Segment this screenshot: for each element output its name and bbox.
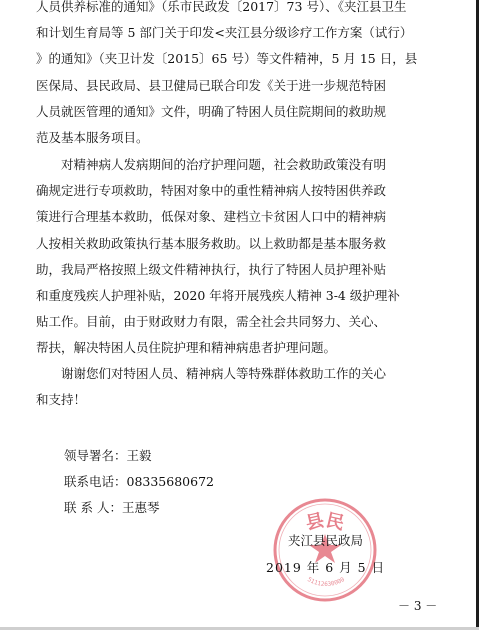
text-line: 帮扶，解决特困人员住院护理和精神病患者护理问题。: [36, 340, 337, 356]
text-line: 贴工作。目前，由于财政财力有限，需全社会共同努力、关心、: [36, 314, 387, 330]
text-line: 对精神病人发病期间的治疗护理问题，社会救助政策没有明: [36, 157, 387, 172]
issuing-authority: 夹江县民政局: [288, 533, 364, 548]
text-line: 范及基本服务项目。: [36, 130, 149, 146]
text-line: 和重度残疾人护理补贴，2020 年将开展残疾人精神 3-4 级护理补: [36, 288, 400, 304]
paragraph-3: [36, 361, 450, 413]
signoff-block: [64, 443, 214, 521]
contact-phone: 联系电话：08335680672: [64, 474, 214, 489]
text-line: 医保局、县民政局、县卫健局已联合印发《关于进一步规范特困: [36, 77, 387, 93]
issue-date: 2019 年 6 月 5 日: [266, 560, 386, 575]
leader-signature: 领导署名：王毅: [64, 448, 152, 463]
page-number: － 3 －: [398, 599, 438, 613]
text-line: 人员供养标准的通知》（乐市民政发〔2017〕73 号）、《夹江县卫生: [36, 0, 407, 14]
contact-person: 联 系 人：王惠琴: [64, 500, 160, 515]
text-line: 和计划生育局等 5 部门关于印发<夹江县分级诊疗工作方案（试行）: [36, 25, 413, 41]
svg-text:51112630000: 51112630000: [306, 576, 346, 589]
text-line: 谢谢您们对特困人员、精神病人等特殊群体救助工作的关心: [36, 366, 387, 381]
paragraph-2: [36, 152, 450, 362]
text-line: 和支持！: [36, 392, 87, 408]
text-line: 策进行合理基本救助，低保对象、建档立卡贫困人口中的精神病: [36, 209, 387, 225]
paragraph-1: [36, 0, 450, 151]
svg-text:县民: 县民: [303, 509, 347, 535]
text-line: 人员就医管理的通知》文件，明确了特困人员住院期间的救助规: [36, 103, 387, 119]
text-line: 》的通知》（夹卫计发〔2015〕65 号）等文件精神，5 月 15 日，县: [36, 51, 418, 67]
text-line: 确规定进行专项救助，特困对象中的重性精神病人按特困供养政: [36, 183, 387, 199]
text-line: 人按相关救助政策执行基本服务救助。以上救助都是基本服务救: [36, 235, 387, 251]
text-line: 助，我局严格按照上级文件精神执行，执行了特困人员护理补贴: [36, 261, 387, 277]
